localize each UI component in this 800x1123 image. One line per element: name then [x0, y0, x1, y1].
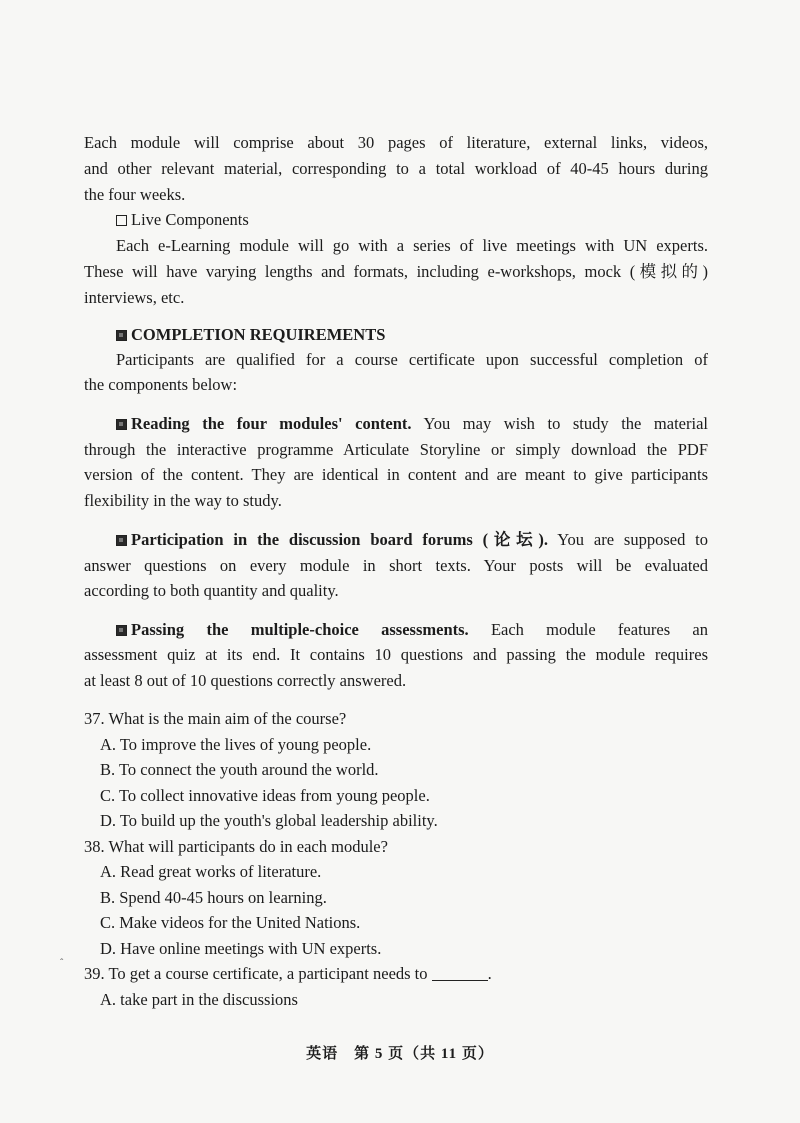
paragraph-line: and other relevant material, corresponding to a total workload of 40-45 hours during: [84, 159, 708, 178]
question-37-option-b: B. To connect the youth around the world.: [100, 760, 379, 779]
completion-heading: COMPLETION REQUIREMENTS: [116, 323, 708, 347]
paragraph-line: according to both quantity and quality.: [84, 581, 339, 600]
paragraph-line: answer questions on every module in short texts. Your posts will be evaluated: [84, 556, 708, 575]
question-38-option-a: A. Read great works of literature.: [100, 862, 322, 881]
paragraph-line: version of the content. They are identical in content and are meant to give participants: [84, 465, 708, 484]
stray-mark: ˆ: [60, 958, 64, 969]
question-37-option-d: D. To build up the youth's global leadership ability.: [100, 811, 438, 830]
paragraph-line: flexibility in the way to study.: [84, 491, 282, 510]
question-38-option-c: C. Make videos for the United Nations.: [100, 913, 361, 932]
question-38-option-b: B. Spend 40-45 hours on learning.: [100, 888, 327, 907]
paragraph-line: through the interactive programme Articulate Storyline or simply download the PDF: [84, 440, 708, 459]
question-38-stem: 38. What will participants do in each module?: [84, 837, 388, 856]
paragraph-line: the four weeks.: [84, 185, 186, 204]
square-bullet-icon: [116, 535, 127, 546]
paragraph-line: at least 8 out of 10 questions correctly answered.: [84, 671, 407, 690]
paragraph-line: Each e-Learning module will go with a series of live meetings with UN experts.: [116, 236, 708, 255]
page-footer: 英语 第 5 页（共 11 页）: [306, 1046, 494, 1062]
question-39-stem: 39. To get a course certificate, a participant needs to .: [84, 964, 492, 983]
paragraph-line: the components below:: [84, 375, 238, 394]
question-37-option-c: C. To collect innovative ideas from young people.: [100, 786, 430, 805]
paragraph-line: Each module will comprise about 30 pages of literature, external links, videos,: [84, 133, 708, 152]
paragraph-line: Participants are qualified for a course certificate upon successful completion of: [116, 350, 708, 369]
live-components-heading: Live Components: [116, 208, 708, 232]
checkbox-icon: [116, 215, 127, 226]
passing-requirement: Passing the multiple-choice assessments. Each module features an: [116, 618, 708, 642]
square-bullet-icon: [116, 330, 127, 341]
question-38-option-d: D. Have online meetings with UN experts.: [100, 939, 382, 958]
paragraph-line: interviews, etc.: [84, 288, 185, 307]
square-bullet-icon: [116, 625, 127, 636]
answer-blank: [432, 966, 488, 981]
square-bullet-icon: [116, 419, 127, 430]
paragraph-line: These will have varying lengths and formats, including e-workshops, mock (模拟的): [84, 262, 708, 281]
question-39-option-a: A. take part in the discussions: [100, 990, 298, 1009]
question-37-stem: 37. What is the main aim of the course?: [84, 709, 347, 728]
reading-requirement: Reading the four modules' content. You may wish to study the material: [116, 412, 708, 436]
paragraph-line: assessment quiz at its end. It contains 10 questions and passing the module requires: [84, 645, 708, 664]
participation-requirement: Participation in the discussion board forums (论坛). You are supposed to: [116, 528, 708, 552]
question-37-option-a: A. To improve the lives of young people.: [100, 735, 372, 754]
